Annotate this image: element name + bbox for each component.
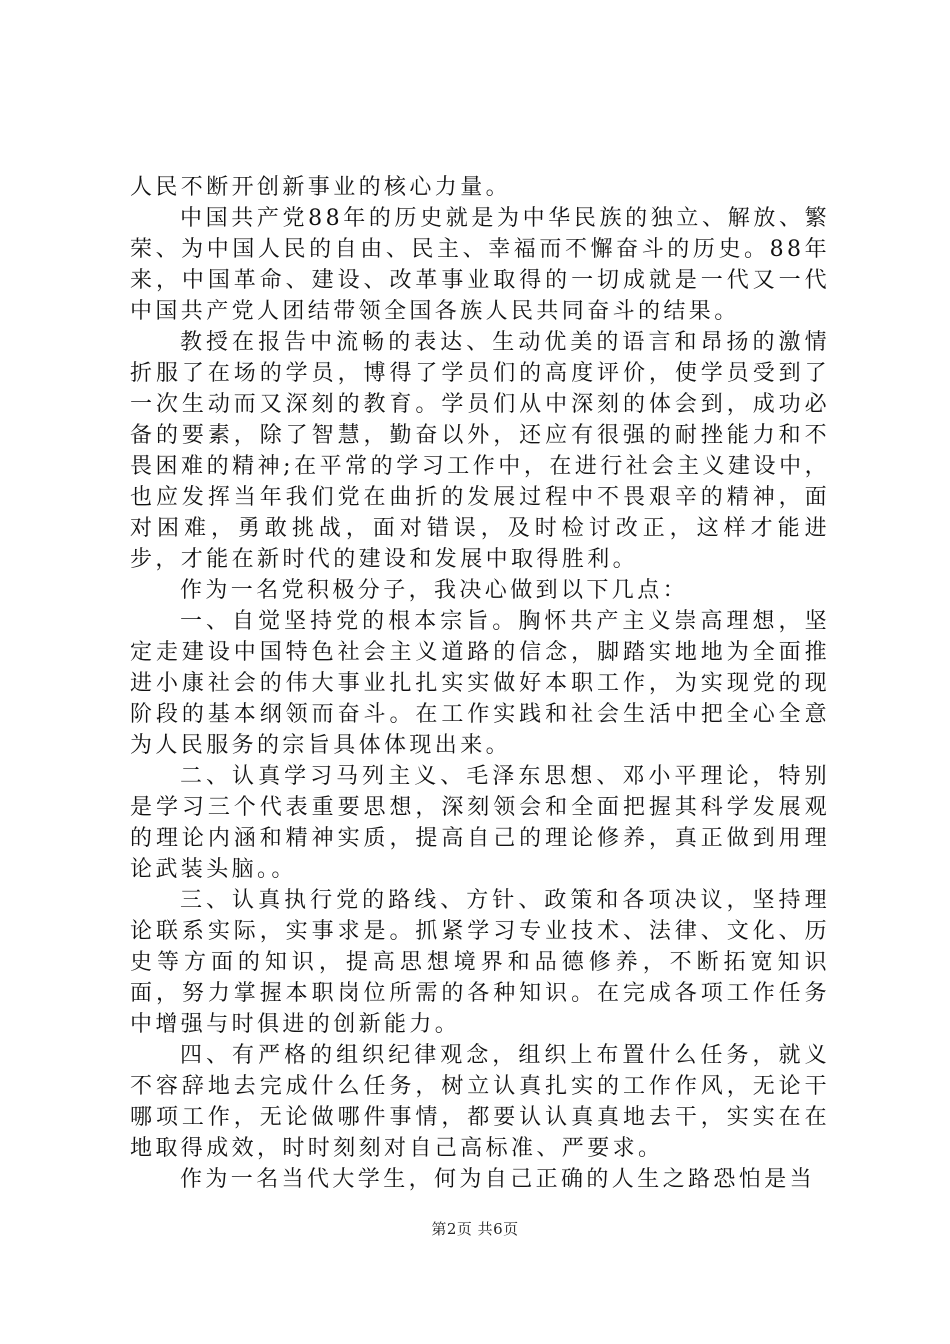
paragraph-point-one: 一、自觉坚持党的根本宗旨。胸怀共产主义崇高理想，坚定走建设中国特色社会主义道路的信念，脚踏实地地为全面推进小康社会的伟大事业扎扎实实做好本职工作，为实现党的现阶段的基本纲领而奋斗。在工作实践和社会生活中把全心全意为人民服务的宗旨具体体现出来。 [130, 609, 830, 758]
page-number-footer: 第2页 共6页 [431, 1220, 519, 1238]
paragraph-closing: 作为一名当代大学生，何为自己正确的人生之路恐怕是当 [180, 1167, 816, 1192]
paragraph-point-four: 四、有严格的组织纪律观念，组织上布置什么任务，就义不容辞地去完成什么任务，树立认真扎实的工作作风，无论干哪项工作，无论做哪件事情，都要认认真真地去干，实实在在地取得成效，时时刻刻对自己高标准、严要求。 [130, 1043, 830, 1161]
paragraph-continuation: 人民不断开创新事业的核心力量。 [130, 175, 512, 200]
paragraph-lecture-report: 教授在报告中流畅的表达、生动优美的语言和昂扬的激情折服了在场的学员，博得了学员们的高度评价，使学员受到了一次生动而又深刻的教育。学员们从中深刻的体会到，成功必备的要素，除了智慧，勤奋以外，还应有很强的耐挫能力和不畏困难的精神;在平常的学习工作中，在进行社会主义建设中，也应发挥当年我们党在曲折的发展过程中不畏艰辛的精神，面对困难，勇敢挑战，面对错误，及时检讨改正，这样才能进步，才能在新时代的建设和发展中取得胜利。 [130, 330, 830, 572]
paragraph-point-two: 二、认真学习马列主义、毛泽东思想、邓小平理论，特别是学习三个代表重要思想，深刻领会和全面把握其科学发展观的理论内涵和精神实质，提高自己的理论修养，真正做到用理论武装头脑。。 [130, 764, 830, 882]
paragraph-party-history: 中国共产党88年的历史就是为中华民族的独立、解放、繁荣、为中国人民的自由、民主、幸福而不懈奋斗的历史。88年来，中国革命、建设、改革事业取得的一切成就是一代又一代中国共产党人团结带领全国各族人民共同奋斗的结果。 [130, 206, 830, 324]
paragraph-resolution-intro: 作为一名党积极分子，我决心做到以下几点： [180, 578, 689, 603]
document-body [130, 172, 830, 1195]
paragraph-point-three: 三、认真执行党的路线、方针、政策和各项决议，坚持理论联系实际，实事求是。抓紧学习专业技术、法律、文化、历史等方面的知识，提高思想境界和品德修养，不断拓宽知识面，努力掌握本职岗位所需的各种知识。在完成各项工作任务中增强与时俱进的创新能力。 [130, 888, 830, 1037]
